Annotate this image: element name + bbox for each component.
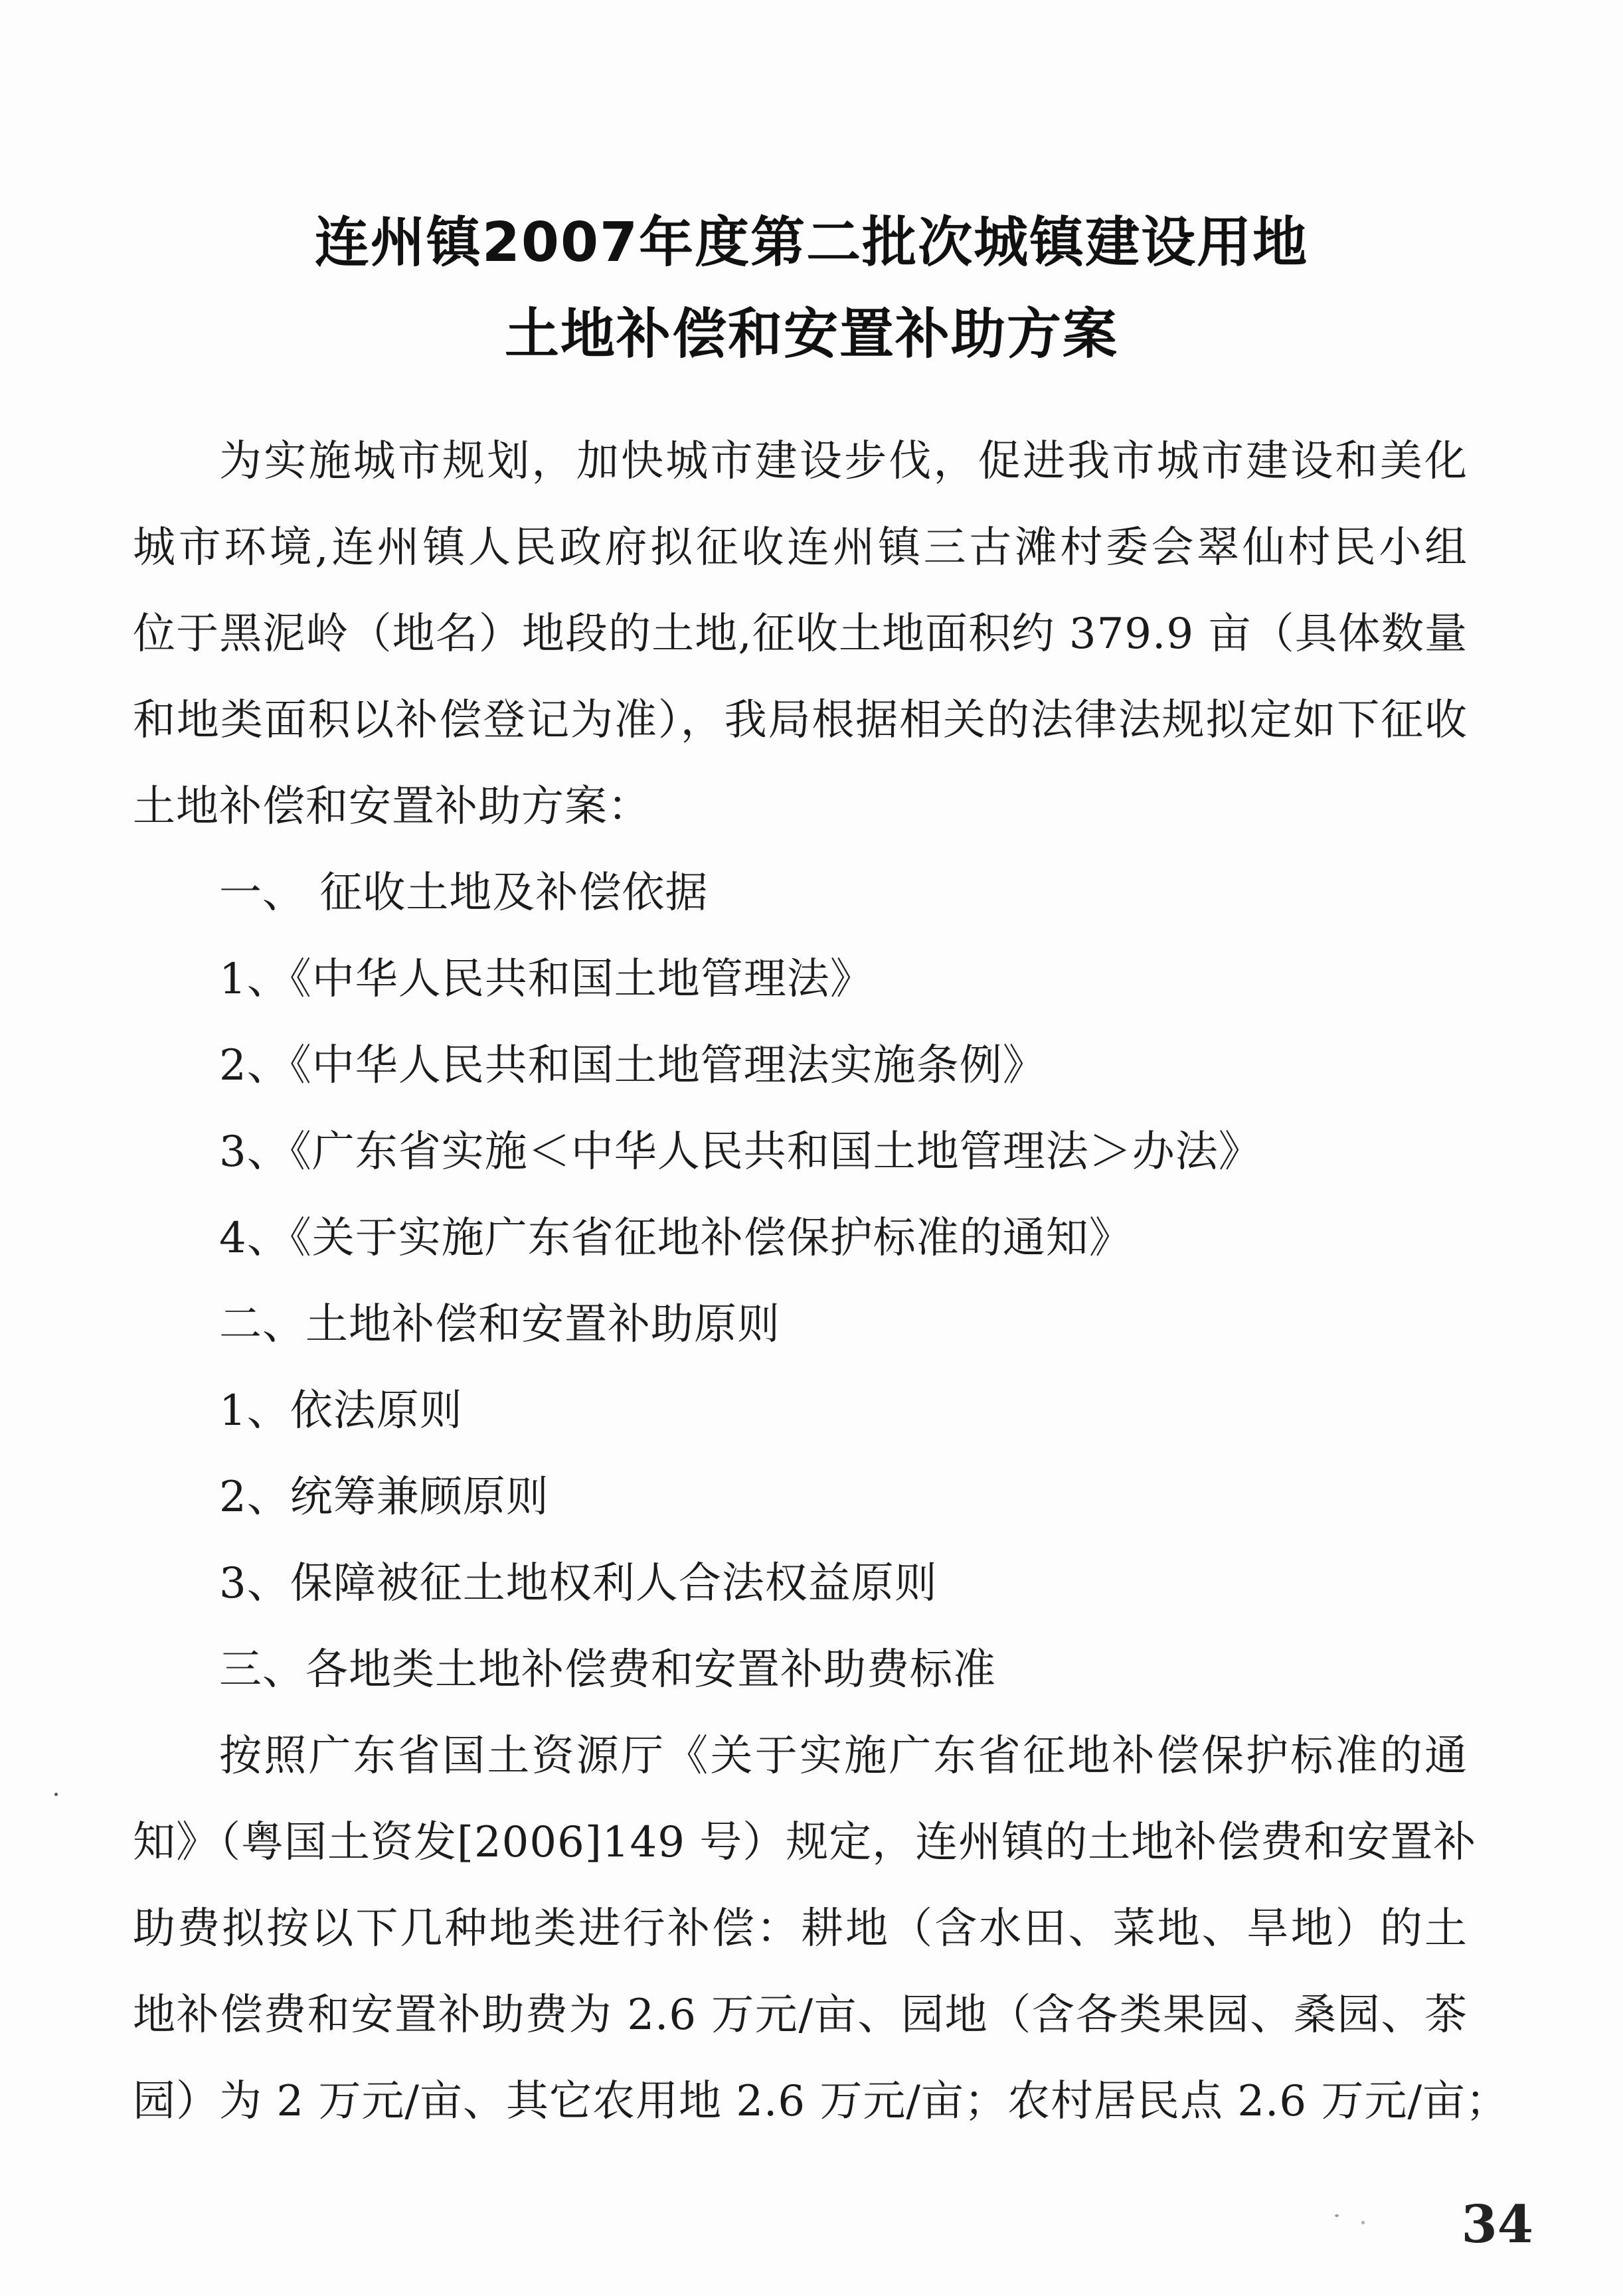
- scan-speck: [54, 1793, 58, 1796]
- intro-line: 城市环境,连州镇人民政府拟征收连州镇三古滩村委会翠仙村民小组: [133, 523, 1468, 572]
- page-number: 34: [1461, 2194, 1533, 2255]
- section-1-heading: 一、 征收土地及补偿依据: [219, 868, 709, 918]
- scan-speck: [1335, 2214, 1339, 2217]
- section-1-item: 3、《广东省实施＜中华人民共和国土地管理法＞办法》: [219, 1127, 1262, 1177]
- intro-line: 位于黑泥岭（地名）地段的土地,征收土地面积约 379.9 亩（具体数量: [133, 610, 1468, 659]
- section-1-item: 2、《中华人民共和国土地管理法实施条例》: [219, 1041, 1046, 1090]
- section-3-line: 知》（粤国土资发[2006]149 号）规定，连州镇的土地补偿费和安置补: [133, 1818, 1477, 1867]
- section-2-heading: 二、土地补偿和安置补助原则: [219, 1300, 780, 1349]
- section-2-item: 3、保障被征土地权利人合法权益原则: [219, 1559, 938, 1608]
- scan-speck: [1361, 2221, 1365, 2224]
- section-3-heading: 三、各地类土地补偿费和安置补助费标准: [219, 1645, 996, 1694]
- section-3-line: 园）为 2 万元/亩、其它农用地 2.6 万元/亩；农村居民点 2.6 万元/亩；: [133, 2077, 1509, 2126]
- section-2-item: 1、依法原则: [219, 1386, 463, 1435]
- section-3-line: 助费拟按以下几种地类进行补偿：耕地（含水田、菜地、旱地）的土: [133, 1904, 1468, 1953]
- section-2-item: 2、统筹兼顾原则: [219, 1473, 549, 1522]
- intro-line: 土地补偿和安置补助方案：: [133, 782, 651, 831]
- document-title-line-2: 土地补偿和安置补助方案: [504, 303, 1118, 366]
- section-1-item: 1、《中华人民共和国土地管理法》: [219, 955, 873, 1004]
- section-1-item: 4、《关于实施广东省征地补偿保护标准的通知》: [219, 1214, 1132, 1263]
- document-title-line-1: 连州镇2007年度第二批次城镇建设用地: [314, 211, 1309, 274]
- intro-line: 为实施城市规划，加快城市建设步伐，促进我市城市建设和美化: [219, 437, 1468, 486]
- intro-line: 和地类面积以补偿登记为准），我局根据相关的法律法规拟定如下征收: [133, 696, 1468, 745]
- section-3-line: 按照广东省国土资源厅《关于实施广东省征地补偿保护标准的通: [219, 1732, 1468, 1781]
- section-3-line: 地补偿费和安置补助费为 2.6 万元/亩、园地（含各类果园、桑园、茶: [133, 1991, 1468, 2040]
